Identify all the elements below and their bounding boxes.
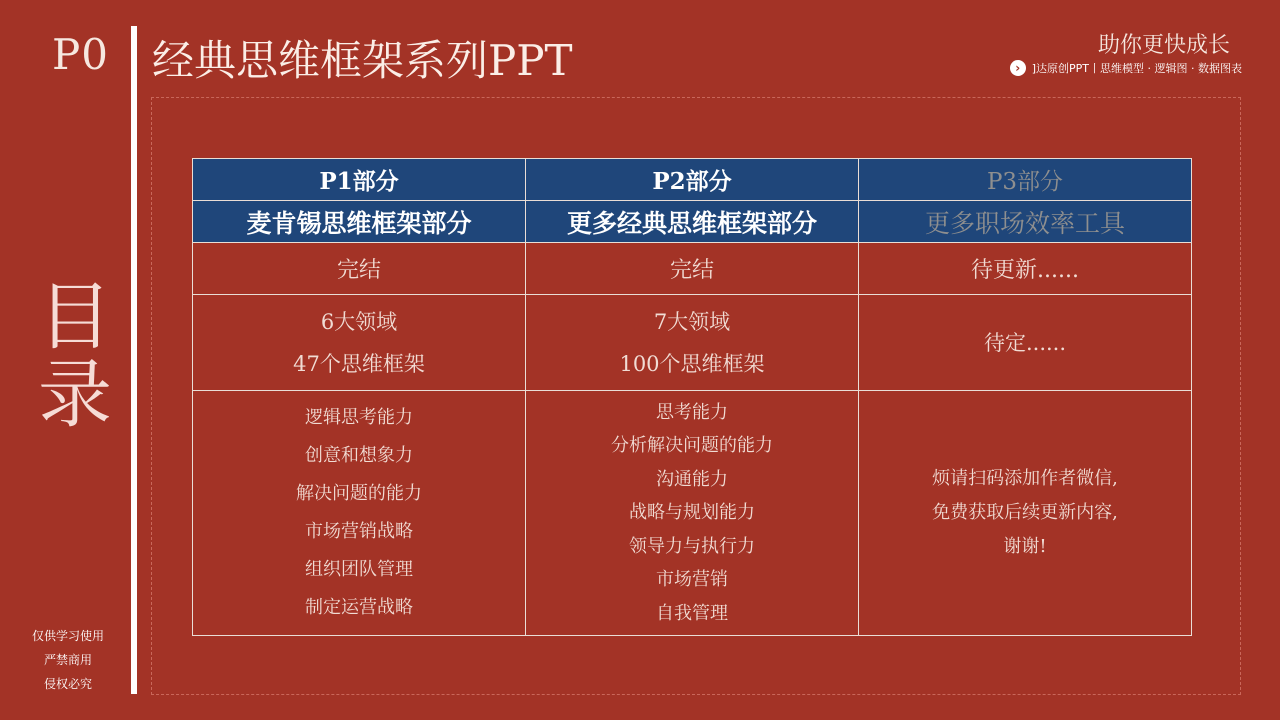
scope-cell <box>526 295 859 391</box>
subnav-text: ]达原创PPT丨思维模型 · 逻辑图 · 数据图表 <box>1031 62 1242 75</box>
chevron-right-icon: › <box>1010 60 1026 76</box>
status-cell: 完结 <box>526 243 859 295</box>
scope-line: 100个思维框架 <box>619 351 765 376</box>
toc-heading <box>34 274 116 438</box>
section-name: 麦肯锡思维框架部分 <box>193 201 526 243</box>
note-line: 谢谢! <box>1003 536 1047 557</box>
status-cell: 待更新...... <box>859 243 1192 295</box>
toc-char: 目 <box>38 274 112 360</box>
list-item: 市场营销战略 <box>305 521 413 542</box>
table-row <box>193 295 1192 391</box>
scope-cell <box>193 295 526 391</box>
list-item: 解决问题的能力 <box>296 483 422 504</box>
table-row <box>193 159 1192 201</box>
scope-line: 7大领域 <box>653 309 731 334</box>
vertical-divider <box>131 26 137 694</box>
topic-list <box>526 391 859 636</box>
table-row <box>193 391 1192 636</box>
list-item: 战略与规划能力 <box>629 502 755 524</box>
contact-note <box>859 391 1192 636</box>
list-item: 自我管理 <box>656 602 728 624</box>
list-item: 逻辑思考能力 <box>305 407 413 428</box>
section-name: 更多职场效率工具 <box>859 201 1192 243</box>
page-label: P0 <box>52 30 109 79</box>
scope-line: 47个思维框架 <box>293 351 425 376</box>
note-line: 烦请扫码添加作者微信, <box>932 468 1118 489</box>
list-item: 领导力与执行力 <box>629 535 755 557</box>
part-header: P1部分 <box>193 159 526 201</box>
list-item: 制定运营战略 <box>305 597 413 618</box>
part-header: P2部分 <box>526 159 859 201</box>
note-line: 免费获取后续更新内容, <box>932 502 1118 523</box>
slogan: 助你更快成长 <box>1097 33 1230 58</box>
section-name: 更多经典思维框架部分 <box>526 201 859 243</box>
list-item: 市场营销 <box>656 569 728 591</box>
toc-char: 录 <box>38 352 112 438</box>
list-item: 沟通能力 <box>656 468 728 490</box>
list-item: 组织团队管理 <box>305 559 413 580</box>
list-item: 创意和想象力 <box>305 445 413 466</box>
disclaimer <box>22 624 114 696</box>
list-item: 思考能力 <box>656 401 728 423</box>
disclaimer-line: 侵权必究 <box>43 677 92 691</box>
page-title: 经典思维框架系列PPT <box>152 36 573 85</box>
topic-list <box>193 391 526 636</box>
table-row <box>193 243 1192 295</box>
table-row <box>193 201 1192 243</box>
scope-line: 待定...... <box>983 330 1067 355</box>
sub-navigation <box>1010 60 1242 76</box>
scope-cell <box>859 295 1192 391</box>
scope-line: 6大领域 <box>320 309 398 334</box>
list-item: 分析解决问题的能力 <box>611 435 773 457</box>
disclaimer-line: 严禁商用 <box>43 653 92 667</box>
status-cell: 完结 <box>193 243 526 295</box>
toc-table <box>192 158 1192 636</box>
disclaimer-line: 仅供学习使用 <box>31 629 104 643</box>
part-header: P3部分 <box>859 159 1192 201</box>
